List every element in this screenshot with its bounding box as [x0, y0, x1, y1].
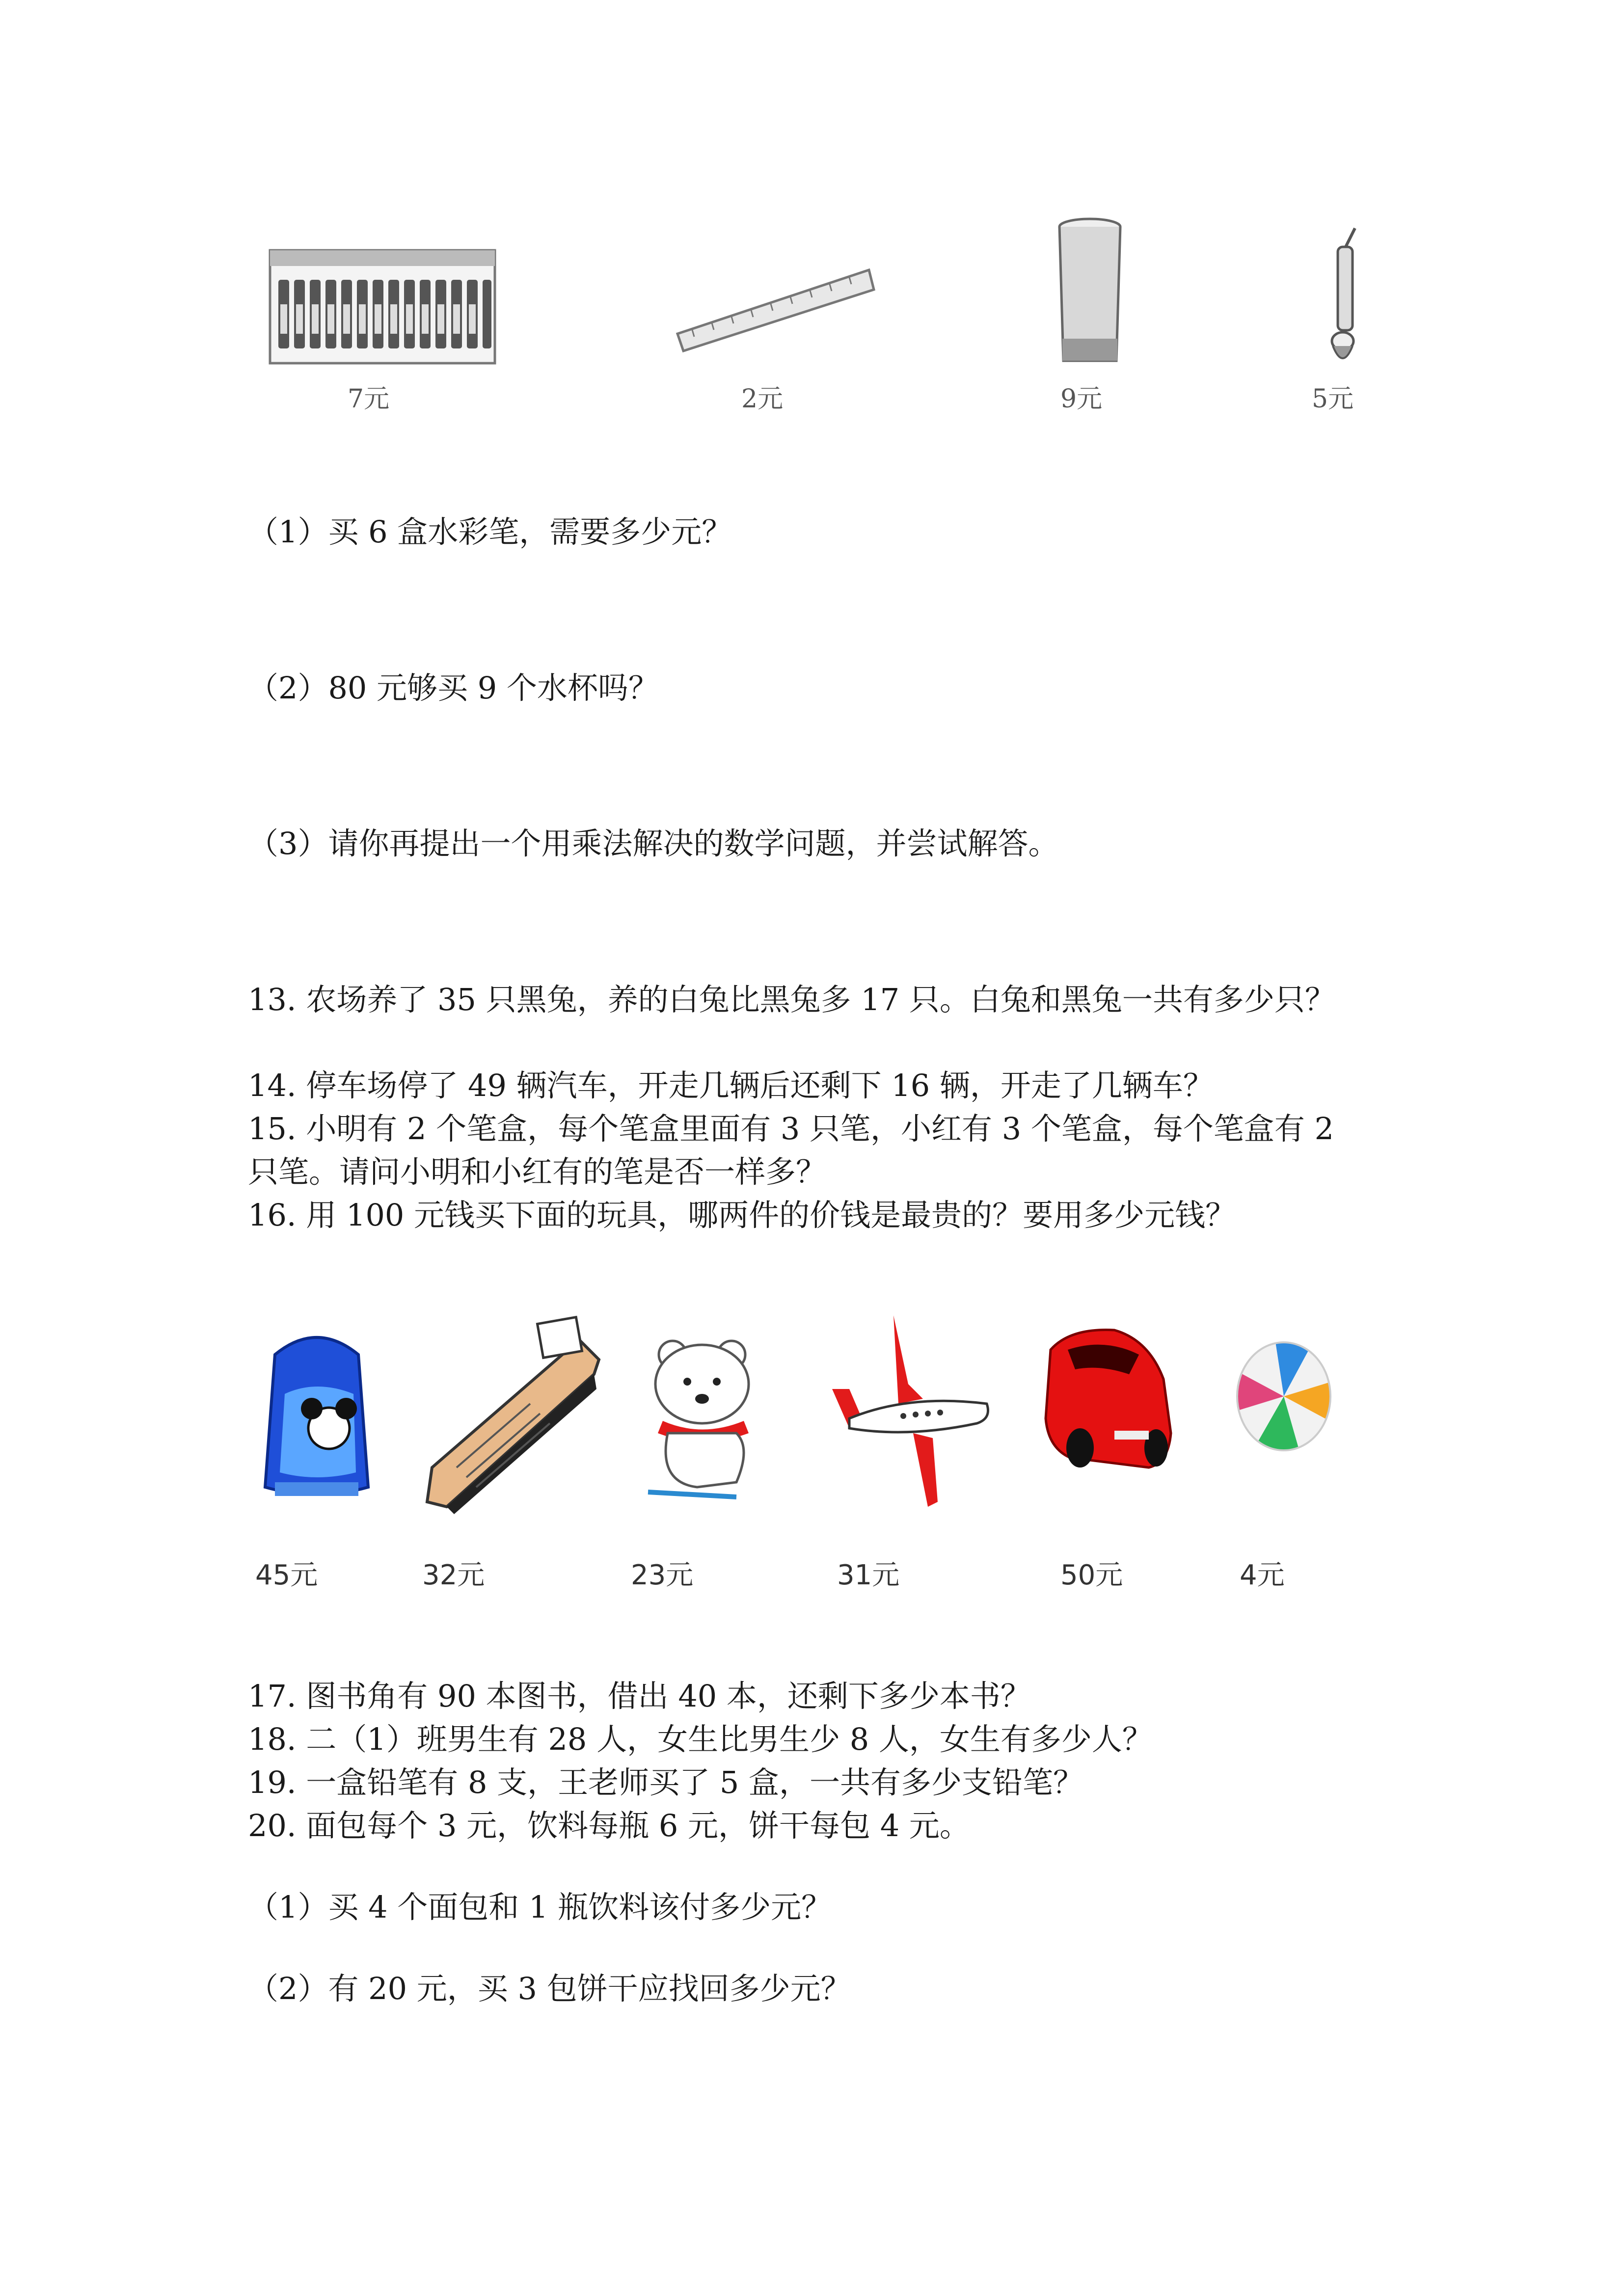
- question-19: 19. 一盒铅笔有 8 支，王老师买了 5 盒，一共有多少支铅笔？: [248, 1764, 1084, 1800]
- question-15-line-2: 只笔。请问小明和小红有的笔是否一样多？: [248, 1154, 827, 1190]
- q20-part-1: （1）买 4 个面包和 1 瓶饮料该付多少元？: [248, 1889, 832, 1925]
- ship-icon: [417, 1306, 604, 1517]
- cup-price: 9元: [1060, 384, 1103, 414]
- bear-price: 23元: [631, 1559, 694, 1591]
- watercolor-pens-icon: [268, 245, 498, 368]
- question-15-line-1: 15. 小明有 2 个笔盒，每个笔盒里面有 3 只笔，小红有 3 个笔盒，每个笔盒有 2: [248, 1111, 1334, 1147]
- ball-price: 4元: [1240, 1559, 1285, 1591]
- backpack-price: 45元: [255, 1559, 318, 1591]
- ruler-price: 2元: [741, 384, 784, 414]
- brush-price: 5元: [1312, 384, 1354, 414]
- ball-icon: [1232, 1337, 1335, 1455]
- question-16: 16. 用 100 元钱买下面的玩具，哪两件的价钱是最贵的？要用多少元钱？: [248, 1197, 1236, 1233]
- question-17: 17. 图书角有 90 本图书，借出 40 本，还剩下多少本书？: [248, 1678, 1031, 1714]
- airplane-price: 31元: [837, 1559, 900, 1591]
- q12-part-3: （3）请你再提出一个用乘法解决的数学问题，并尝试解答。: [248, 826, 1059, 861]
- q12-part-1: （1）买 6 盒水彩笔，需要多少元？: [248, 514, 732, 550]
- car-icon: [1041, 1320, 1178, 1477]
- question-13: 13. 农场养了 35 只黑兔，养的白兔比黑兔多 17 只。白兔和黑兔一共有多少只？: [248, 982, 1335, 1017]
- backpack-icon: [255, 1325, 378, 1502]
- cup-icon: [1056, 216, 1124, 368]
- q20-part-2: （2）有 20 元，买 3 包饼干应找回多少元？: [248, 1971, 851, 2006]
- watercolor-pens-price: 7元: [348, 384, 390, 414]
- airplane-icon: [830, 1306, 997, 1512]
- question-14: 14. 停车场停了 49 辆汽车，开走几辆后还剩下 16 辆，开走了几辆车？: [248, 1068, 1214, 1103]
- ruler-icon: [673, 260, 879, 353]
- ship-price: 32元: [422, 1559, 485, 1591]
- question-18: 18. 二（1）班男生有 28 人，女生比男生少 8 人，女生有多少人？: [248, 1721, 1153, 1757]
- bear-icon: [638, 1335, 766, 1502]
- question-20: 20. 面包每个 3 元，饮料每瓶 6 元，饼干每包 4 元。: [248, 1808, 970, 1843]
- q12-part-2: （2）80 元够买 9 个水杯吗？: [248, 670, 659, 706]
- car-price: 50元: [1060, 1559, 1123, 1591]
- brush-icon: [1316, 223, 1370, 371]
